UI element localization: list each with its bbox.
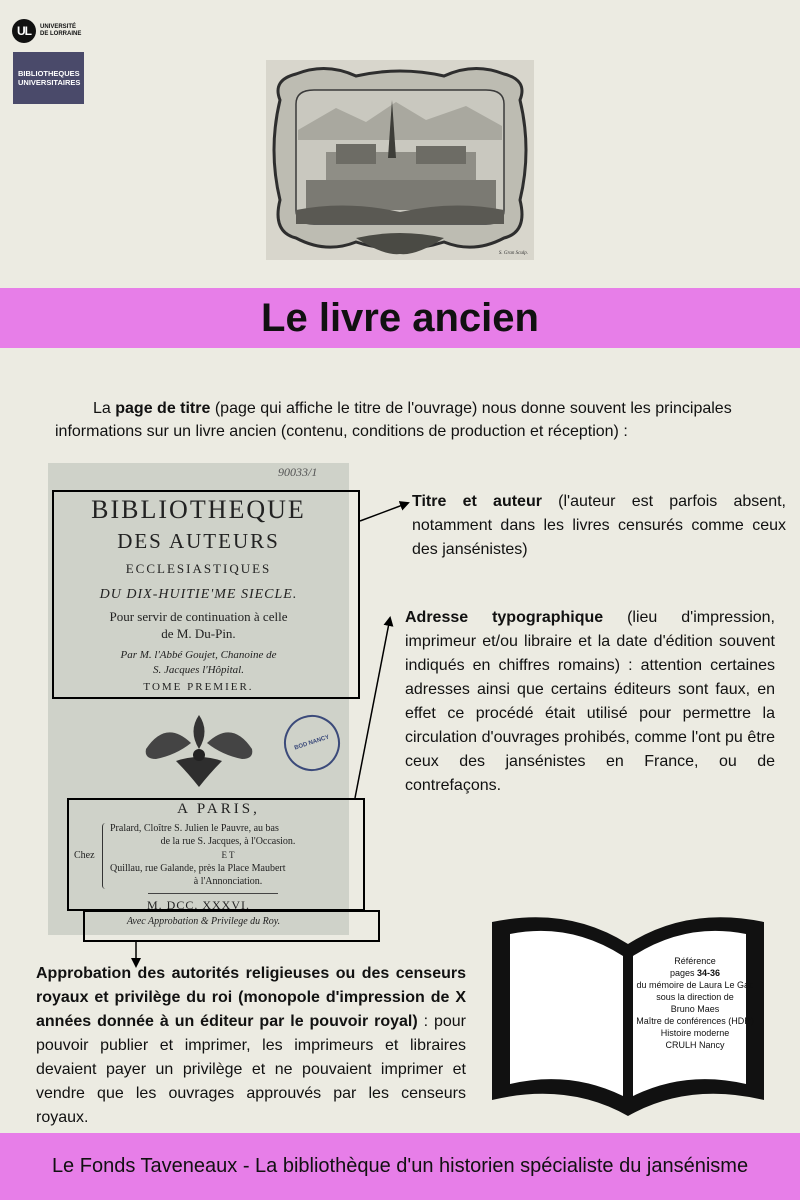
ul-logo-mark: UL [12,19,36,43]
book-title-line2: DES AUTEURS [117,529,280,553]
book-title-line6: de M. Du-Pin. [161,626,236,641]
imprint-box [67,798,365,911]
privilege-box [83,910,380,942]
library-stamp: BOD NANCY [277,708,348,779]
universite-de-lorraine-logo [12,18,122,44]
reference-text: Référence pages 34-36 du mémoire de Laura Le Gac sous la direction de Bruno Maes Maître de conférences (HDR) Histoire moderne CRULH Nancy [636,956,754,1050]
callout-approbation: Approbation des autorités religieuses ou des censeurs royaux et privilège du roi (monopole d'impression de X années donnée à un éditeur par le pouvoir royal) : pour pouvoir publier et imprimer, les imprimeurs et libraires devaient payer un privilège et ne pouvaient imprimer et vendre que les ouvrages approuvés par les censeurs royaux. [36,965,467,1126]
address-arrow [355,618,390,798]
engraving-illustration [266,60,534,260]
intro-paragraph: La page de titre (page qui affiche le titre de l'ouvrage) nous donne souvent les principales informations sur un livre ancien (contenu, conditions de production et réception) : [55,400,732,440]
page-title: Le livre ancien [261,295,539,340]
book-author-line1: Par M. l'Abbé Goujet, Chanoine de [120,649,277,661]
title-author-box [52,490,360,699]
callout-title-author: Titre et auteur (l'auteur est parfois absent, notamment dans les livres censurés comme ceux des jansénistes) [412,493,786,558]
book-title-line1: BIBLIOTHEQUE [91,495,306,524]
book-title-line3: ECCLESIASTIQUES [125,561,272,576]
engraving-caption: S. Gran Sculp. [498,251,528,256]
reference-pages: pages 34-36 [669,968,721,978]
imprint-chez: Chez [74,850,95,861]
publisher1-line2: de la rue S. Jacques, à l'Occasion. [160,836,296,847]
imprint-city: A PARIS, [177,801,260,817]
book-title-line4: DU DIX-HUITIE'ME SIECLE. [99,587,298,602]
book-volume: TOME PREMIER. [143,681,254,693]
engraving-image [266,60,534,260]
callout-address: Adresse typographique (lieu d'impression, imprimeur et/ou libraire et la date d'édition souvent indiqués en chiffres romains) : attention certaines adresses ainsi que certains éditeurs sont faux, en effet ce procédé était utilisé pour permettre la circulation d'ouvrages prohibés, comme l'ont pu être ceux des jansénistes en France, ou de contrefaçons. [405,609,775,794]
intro-bold-term: page de titre [115,400,211,417]
footer-text: Le Fonds Taveneaux - La bibliothèque d'un historien spécialiste du jansénisme [51,1155,749,1177]
publisher2-line2: à l'Annonciation. [193,876,263,887]
title-arrow [360,503,408,521]
publisher1-line1: Pralard, Cloître S. Julien le Pauvre, au bas [110,823,279,834]
title-band [0,288,800,348]
book-title-line5: Pour servir de continuation à celle [109,609,288,624]
imprint-et: E T [221,850,235,860]
bibliotheques-universitaires-logo: BIBLIOTHEQUES UNIVERSITAIRES [13,52,84,104]
book-author-line2: S. Jacques l'Hôpital. [153,664,244,676]
shelfmark: 90033/1 [278,465,318,479]
ul-logo-text: UNIVERSITÉ DE LORRAINE [40,24,82,37]
privilege-line: Avec Approbation & Privilege du Roy. [126,916,281,927]
footer-band [0,1133,800,1200]
printer-ornament [136,709,262,793]
publisher2-line1: Quillau, rue Galande, près la Place Maubert [110,863,286,874]
imprint-year: M. DCC. XXXVI. [146,898,250,912]
